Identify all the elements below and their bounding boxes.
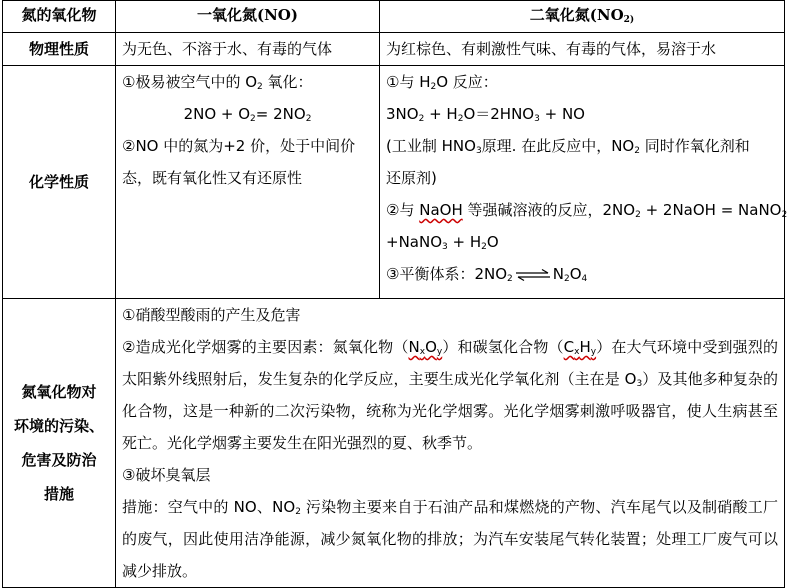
- environment-label: 氮氧化物对 环境的污染、 危害及防治 措施: [3, 299, 116, 588]
- physical-label: 物理性质: [3, 33, 116, 66]
- chemical-label: 化学性质: [3, 66, 116, 299]
- no-equation: $2NO + O_2= 2NO_2$: [183, 105, 312, 124]
- physical-no: 为无色、不溶于水、有毒的气体: [116, 33, 380, 66]
- environment-content: [116, 299, 785, 588]
- environment-row: [3, 299, 785, 588]
- header-row: [3, 1, 785, 33]
- nitrogen-oxides-table: [2, 0, 785, 588]
- env-point-3: ③破坏臭氧层: [122, 466, 211, 484]
- no2-line-7: ③平衡体系：$2NO_2$ $N_2O_4$: [386, 265, 588, 284]
- env-measures: 措施：空气中的 NO、$NO_2$ 污染物主要来自于石油产品和煤燃烧的产物、汽车尾气以及制硝酸工厂的废气，因此使用洁净能源，减少氮氧化物的排放；为汽车安装尾气转化装置；处理工厂废气可以减少排放。: [122, 498, 778, 580]
- chemical-no2: [380, 66, 785, 299]
- no-line-1: ①极易被空气中的 $O_2$ 氧化：: [122, 73, 313, 92]
- chemical-row: [3, 66, 785, 299]
- header-no2: 二氧化氮($NO_{2)}$: [380, 1, 785, 33]
- header-no: 一氧化氮(NO): [116, 1, 380, 33]
- no2-line-5: ②与 NaOH 等强碱溶液的反应，$2NO_2$ + 2NaOH = NaNO$_2$: [386, 201, 787, 220]
- no-line-3: ②NO 中的氮为+2 价，处于中间价: [122, 137, 356, 155]
- physical-no2: 为红棕色、有刺激性气味、有毒的气体，易溶于水: [380, 33, 785, 66]
- no2-line-1: ①与 $H_2O$ 反应：: [386, 73, 498, 92]
- no2-line-6: +NaNO$_3$ + $H_2O$: [386, 233, 499, 252]
- no2-equation: $3NO_2 + H_2O=2HNO_3$ + NO: [386, 105, 585, 124]
- no-line-4: 态，既有氧化性又有还原性: [122, 169, 303, 187]
- no2-line-4: 还原剂): [386, 169, 437, 187]
- no2-line-3: (工业制 $HNO_3$原理. 在此反应中，$NO_2$ 同时作氧化剂和: [386, 137, 750, 156]
- env-point-2: ②造成光化学烟雾的主要因素：氮氧化物$(N_xO_y)$和碳氢化合物$(C_xH_y)$在大气环境中受到强烈的太阳紫外线照射后，发生复杂的化学反应，主要生成光化学氧化剂（主在是 $O_3$）及其他多种复杂的化合物，这是一种新的二次污染物，统称为光化学烟雾。光化学烟雾刺激呼吸器官，使人生病甚至死亡。光化学烟雾主要发生在阳光强烈的夏、秋季节。: [122, 338, 778, 452]
- equilibrium-arrow-icon: [515, 269, 551, 281]
- env-point-1: ①硝酸型酸雨的产生及危害: [122, 306, 301, 324]
- chemical-no: [116, 66, 380, 299]
- header-col1: 氮的氧化物: [3, 1, 116, 33]
- physical-row: [3, 33, 785, 66]
